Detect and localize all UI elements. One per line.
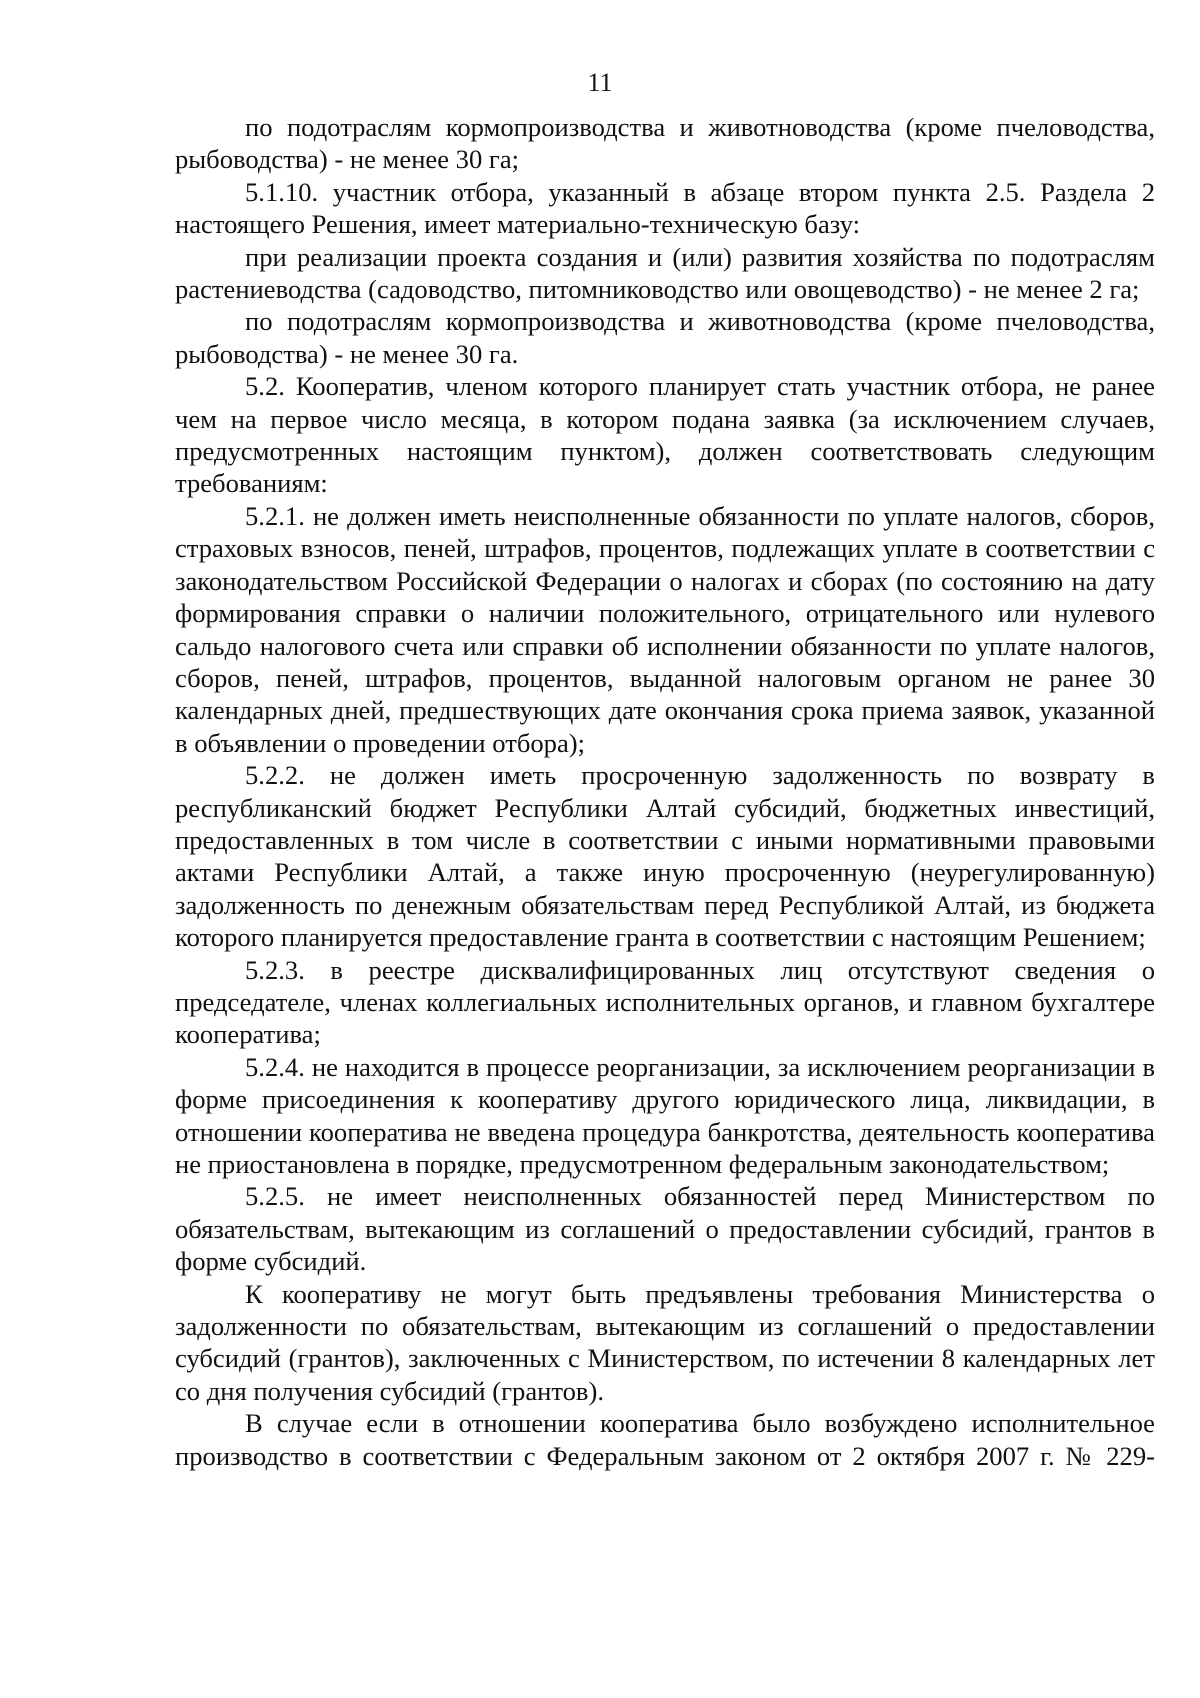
paragraph-5-2-2: 5.2.2. не должен иметь просроченную задолженность по возврату в республиканский бюджет Республики Алтай субсидий, бюджетных инвестиций, предоставленных в том числе в соответствии с иными нормативными правовыми актами Республики Алтай, а также иную просроченную (неурегулированную) задолженность по денежным обязательствам перед Республикой Алтай, из бюджета которого планируется предоставление гранта в соответствии с настоящим Решением; xyxy=(175,760,1155,953)
paragraph-crop-production-area-min-2ha: при реализации проекта создания и (или) развития хозяйства по подотраслям растениеводства (садоводство, питомниководство или овощеводство) - не менее 2 га; xyxy=(175,241,1155,305)
document-body xyxy=(175,111,1155,1472)
paragraph-5-2-1: 5.2.1. не должен иметь неисполненные обязанности по уплате налогов, сборов, страховых взносов, пеней, штрафов, процентов, подлежащих уплате в соответствии с законодательством Российской Федерации о налогах и сборах (по состоянию на дату формирования справки о наличии положительного, отрицательного или нулевого сальдо налогового счета или справки об исполнении обязанности по уплате налогов, сборов, пеней, штрафов, процентов, выданной налоговым органом не ранее 30 календарных дней, предшествующих дате окончания срока приема заявок, указанной в объявлении о проведении отбора); xyxy=(175,500,1155,758)
paragraph-livestock-area-min-30ha-2: по подотраслям кормопроизводства и животноводства (кроме пчеловодства, рыбоводства) - не менее 30 га. xyxy=(175,306,1155,369)
paragraph-livestock-area-min-30ha: по подотраслям кормопроизводства и животноводства (кроме пчеловодства, рыбоводства) - не менее 30 га; xyxy=(175,112,1155,175)
paragraph-5-2-4: 5.2.4. не находится в процессе реорганизации, за исключением реорганизации в форме присоединения к кооперативу другого юридического лица, ликвидации, в отношении кооператива не введена процедура банкротства, деятельность кооператива не приостановлена в порядке, предусмотренном федеральным законодательством; xyxy=(175,1051,1155,1179)
paragraph-5-2-3: 5.2.3. в реестре дисквалифицированных лиц отсутствуют сведения о председателе, членах коллегиальных исполнительных органов, и главном бухгалтере кооператива; xyxy=(175,954,1155,1050)
page-number: 11 xyxy=(587,68,613,97)
paragraph-5-1-10: 5.1.10. участник отбора, указанный в абзаце втором пункта 2.5. Раздела 2 настоящего Решения, имеет материально-техническую базу: xyxy=(175,176,1155,240)
paragraph-debt-claims-limitation: К кооперативу не могут быть предъявлены требования Министерства о задолженности по обязательствам, вытекающим из соглашений о предоставлении субсидий (грантов), заключенных с Министерством, по истечении 8 календарных лет со дня получения субсидий (грантов). xyxy=(175,1278,1155,1406)
paragraph-enforcement-proceedings: В случае если в отношении кооператива было возбуждено исполнительное производство в соответствии с Федеральным законом от 2 октября 2007 г. № 229- xyxy=(175,1408,1155,1471)
paragraph-5-2-5: 5.2.5. не имеет неисполненных обязанностей перед Министерством по обязательствам, вытекающим из соглашений о предоставлении субсидий, грантов в форме субсидий. xyxy=(175,1181,1155,1277)
paragraph-5-2: 5.2. Кооператив, членом которого планирует стать участник отбора, не ранее чем на первое число месяца, в котором подана заявка (за исключением случаев, предусмотренных настоящим пунктом), должен соответствовать следующим требованиям: xyxy=(175,371,1155,499)
